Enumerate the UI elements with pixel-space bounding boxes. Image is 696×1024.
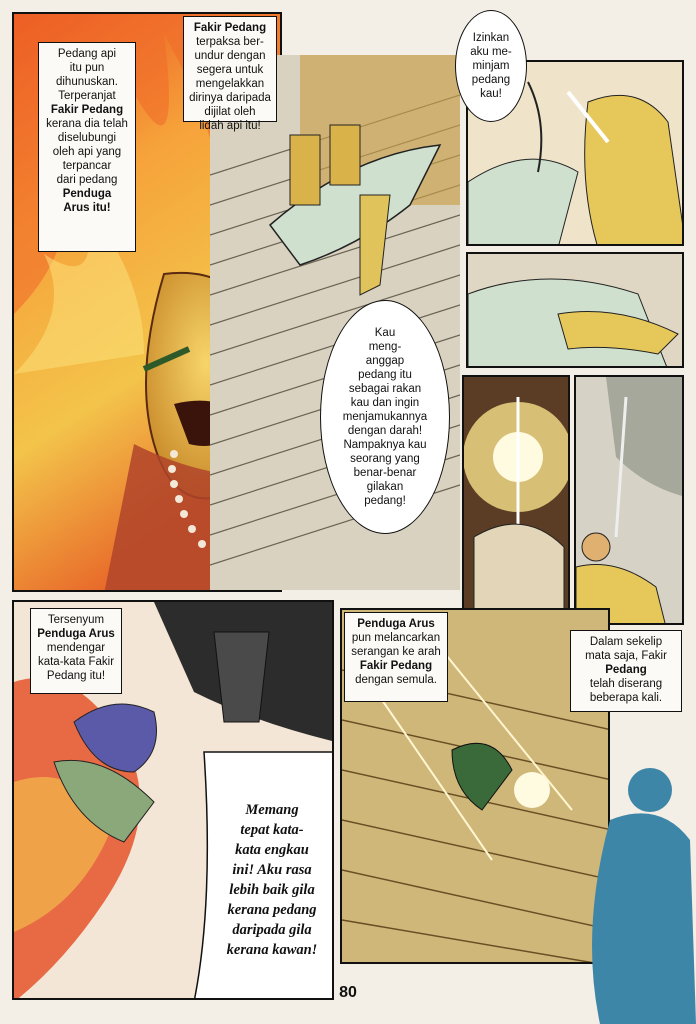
glowing-sword-art — [464, 377, 570, 625]
panel-smile — [12, 600, 334, 1000]
caption-attack: Penduga Arus pun melancarkan serangan ke arah Fakir Pedang dengan semula. — [344, 612, 448, 702]
caption-retreat: Fakir Pedang terpaksa ber- undur dengan segera untuk mengelakkan dirinya daripada dijilat oleh lidah api itu! — [183, 16, 277, 122]
caption-smile: Tersenyum Penduga Arus mendengar kata-kata Fakir Pedang itu! — [30, 608, 122, 694]
caption-flame-sword: Pedang api itu pun dihunuskan. Terperanjat Fakir Pedang kerana dia telah diselubungi oleh api yang terpancar dari pedang Penduga Arus itu! — [38, 42, 136, 252]
panel-glowing-sword — [462, 375, 570, 625]
panel-shocked — [574, 375, 684, 625]
leg-art — [468, 254, 684, 368]
panel-leg — [466, 252, 684, 368]
page-number: 80 — [339, 984, 357, 1001]
speech-borrow-sword: Izinkan aku me- minjam pedang kau! — [455, 10, 527, 122]
caption-struck: Dalam sekelip mata saja, Fakir Pedang telah diserang beberapa kali. — [570, 630, 682, 712]
shocked-art — [576, 377, 684, 625]
speech-blood-friend: Kau meng- anggap pedang itu sebagai rakan kau dan ingin menjamukannya dengan darah! Nampaknya kau seorang yang benar-benar gilakan pedang! — [320, 300, 450, 534]
speech-sword-madness: Memang tepat kata- kata engkau ini! Aku rasa lebih baik gila kerana pedang daripada gila kerana kawan! — [226, 802, 318, 958]
